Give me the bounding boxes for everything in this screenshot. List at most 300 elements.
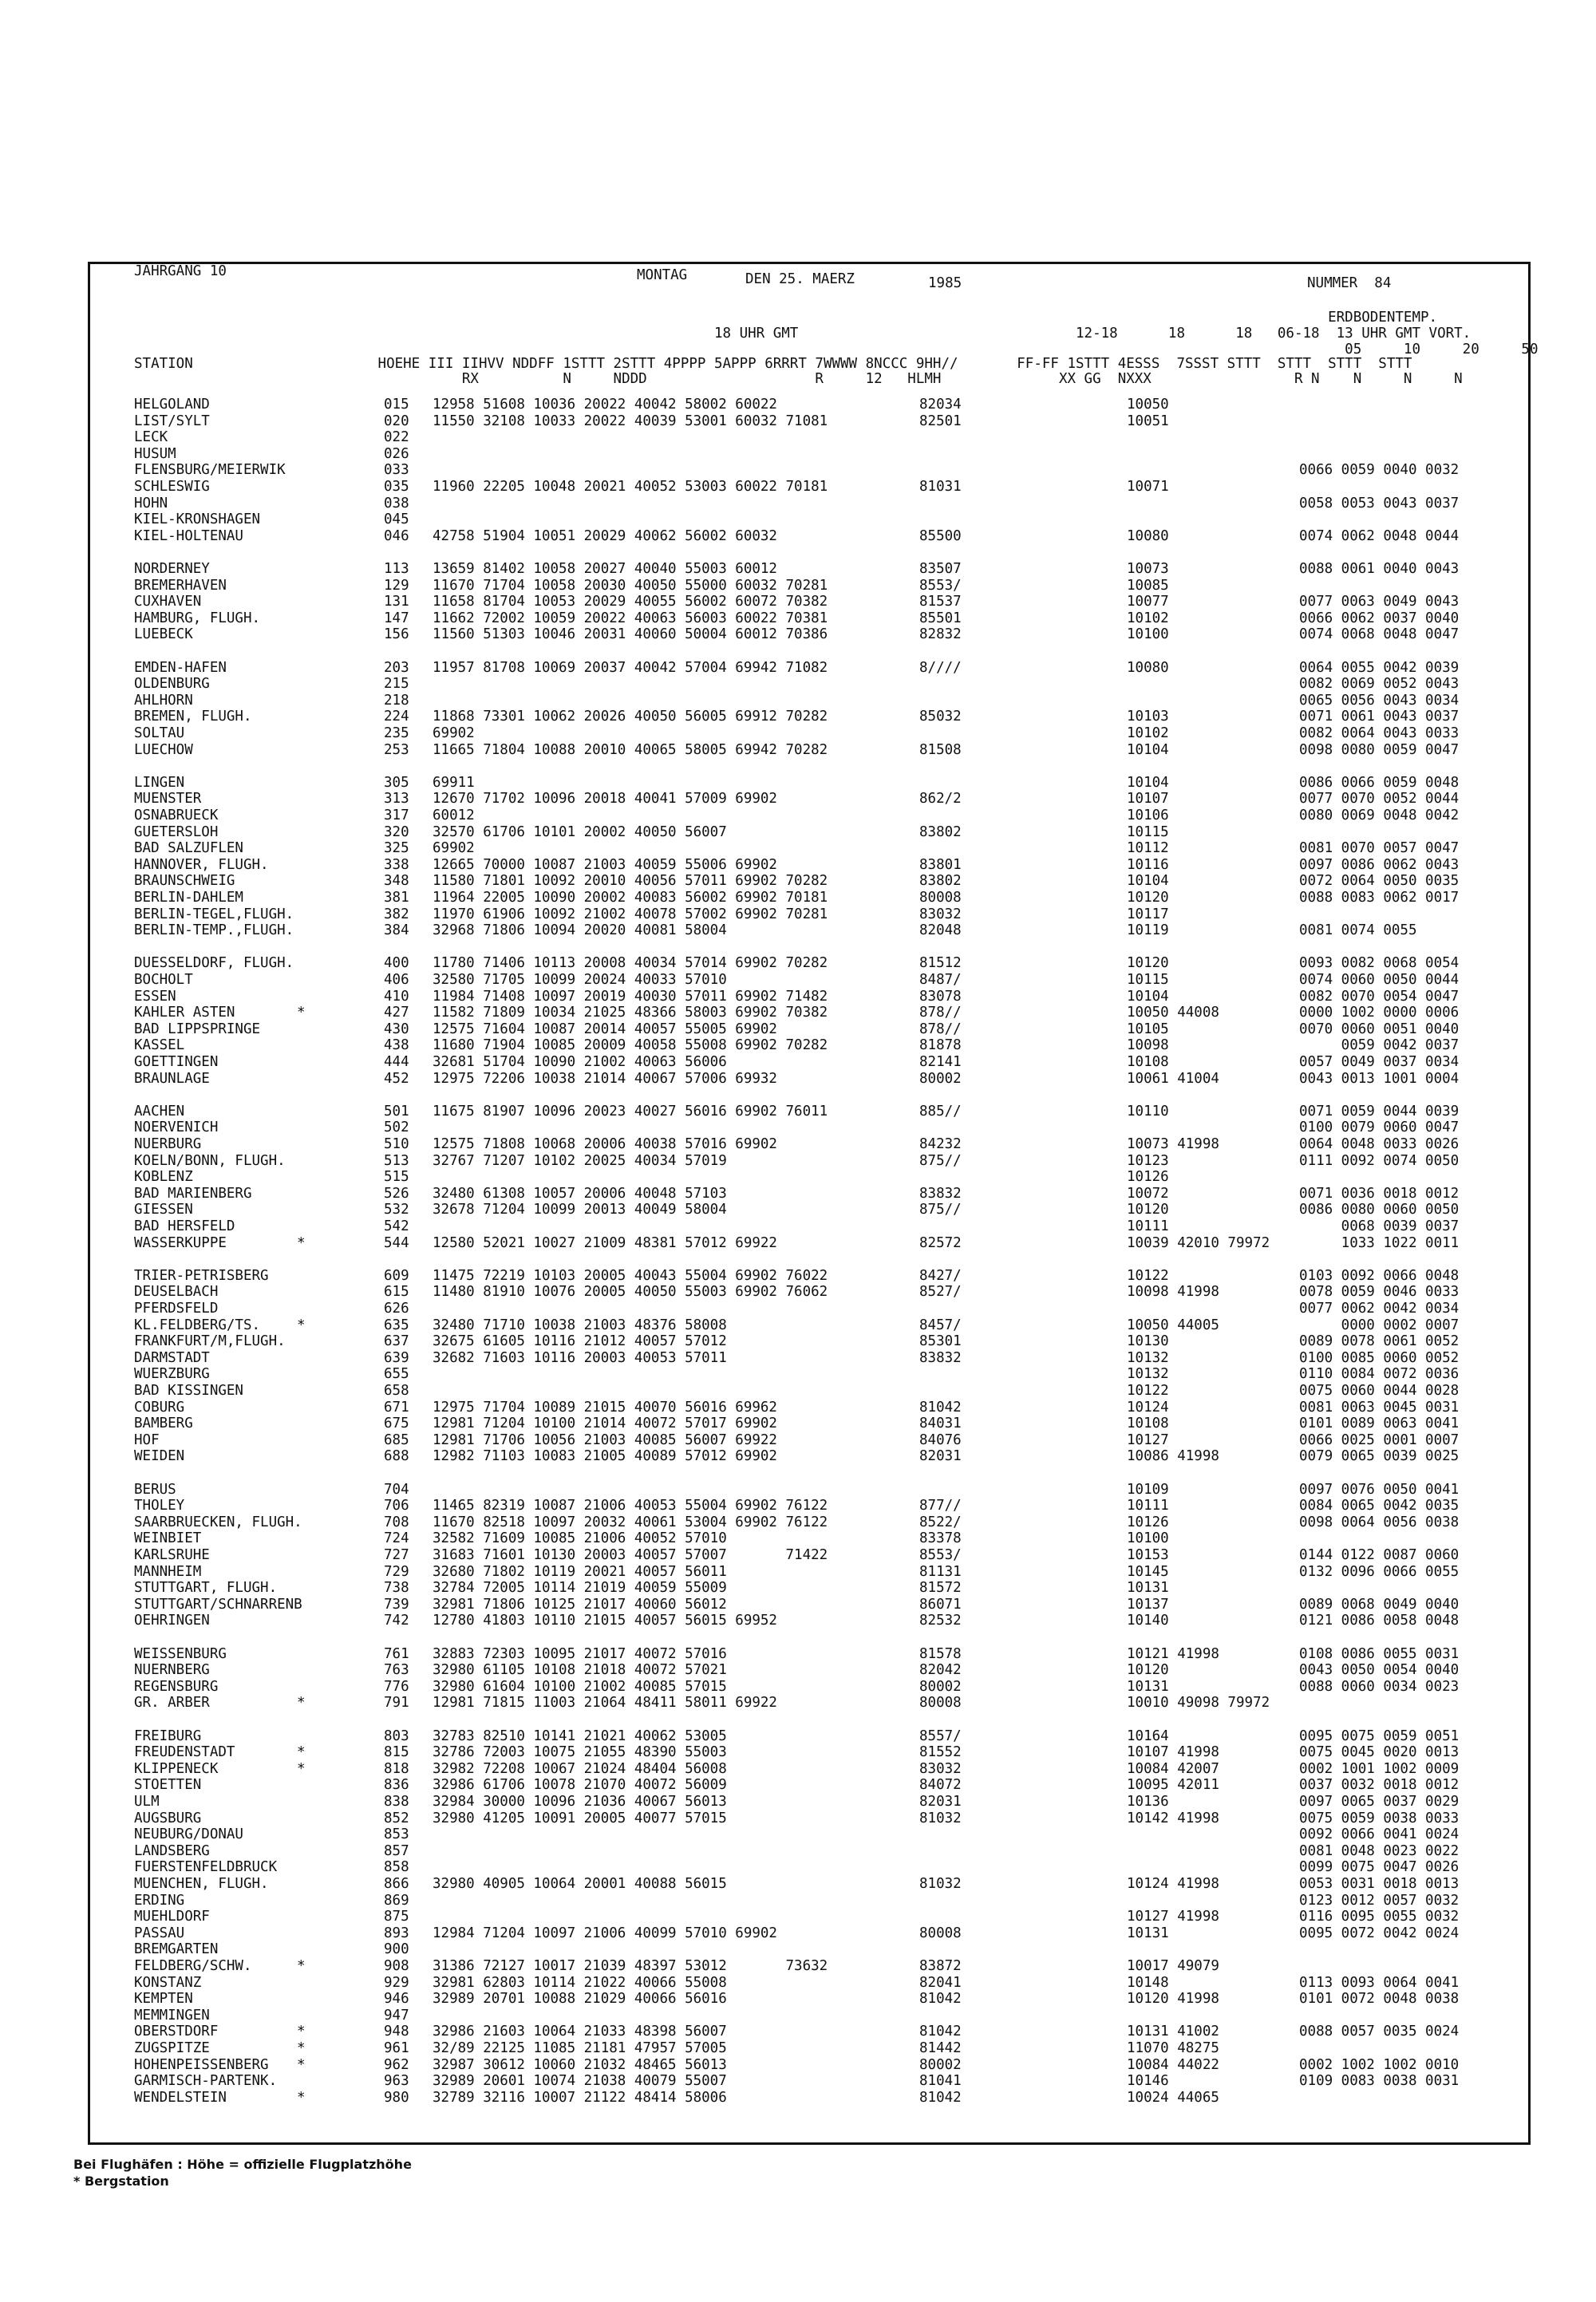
synop-groups: 32786 72003 10075 21055 48390 55003 <box>433 1744 727 1761</box>
station-id: 818 <box>384 1760 409 1777</box>
station-id: 325 <box>384 840 409 857</box>
cloud-group: 81042 <box>919 2089 962 2106</box>
station-id: 704 <box>384 1481 409 1498</box>
cloud-group: 81032 <box>919 1876 962 1892</box>
station-name: KLIPPENECK <box>134 1760 219 1777</box>
station-id: 947 <box>384 2007 409 2024</box>
synop-groups: 32680 71802 10119 20021 40057 56011 <box>433 1563 727 1580</box>
mountain-marker: * <box>297 1958 306 1974</box>
station-name: LUEBECK <box>134 626 193 643</box>
station-name: GARMISCH-PARTENK. <box>134 2073 278 2090</box>
synop-groups: 32580 71705 10099 20024 40033 57010 <box>433 972 727 988</box>
station-name: DUESSELDORF, FLUGH. <box>134 955 294 972</box>
synop-groups: 11964 22005 10090 20002 40083 56002 69902 70181 <box>433 890 828 906</box>
station-name: NORDERNEY <box>134 561 210 577</box>
station-name: GUETERSLOH <box>134 823 219 840</box>
station-name: STUTTGART, FLUGH. <box>134 1580 278 1597</box>
cloud-group: 80008 <box>919 890 962 906</box>
extra-groups: 10106 <box>1127 807 1169 823</box>
station-name: HUSUM <box>134 445 176 462</box>
extra-groups: 10131 <box>1127 1925 1169 1941</box>
soil-temps: 0066 0025 0001 0007 <box>1299 1431 1460 1448</box>
extra-groups: 10131 <box>1127 1678 1169 1695</box>
station-id: 203 <box>384 659 409 676</box>
cloud-group: 80008 <box>919 1925 962 1941</box>
station-id: 444 <box>384 1054 409 1070</box>
station-name: STUTTGART/SCHNARRENB <box>134 1596 302 1613</box>
synop-groups: 32678 71204 10099 20013 40049 58004 <box>433 1202 727 1218</box>
soil-temps: 0072 0064 0050 0035 <box>1299 873 1460 890</box>
soil-temps: 0088 0057 0035 0024 <box>1299 2024 1460 2040</box>
synop-groups: 12575 71604 10087 20014 40057 55005 69902 <box>433 1021 777 1037</box>
station-id: 980 <box>384 2089 409 2106</box>
soil-temps: 0088 0061 0040 0043 <box>1299 561 1460 577</box>
extra-groups: 10132 <box>1127 1349 1169 1366</box>
soil-temps: 0058 0053 0043 0037 <box>1299 495 1460 511</box>
station-id: 156 <box>384 626 409 643</box>
cloud-group: 83078 <box>919 988 962 1005</box>
station-id: 685 <box>384 1431 409 1448</box>
station-id: 791 <box>384 1695 409 1712</box>
station-name: KOBLENZ <box>134 1169 193 1186</box>
synop-groups: 32980 41205 10091 20005 40077 57015 <box>433 1810 727 1826</box>
cloud-group: 83378 <box>919 1530 962 1547</box>
extra-groups: 10117 <box>1127 906 1169 922</box>
soil-temps: 0095 0075 0059 0051 <box>1299 1727 1460 1744</box>
station-id: 131 <box>384 594 409 610</box>
cloud-group: 8487/ <box>919 972 962 988</box>
station-id: 866 <box>384 1876 409 1892</box>
synop-groups: 12981 71204 10100 21014 40072 57017 69902 <box>433 1416 777 1432</box>
station-name: MEMMINGEN <box>134 2007 210 2024</box>
extra-groups: 10095 42011 <box>1127 1777 1219 1794</box>
synop-groups: 11675 81907 10096 20023 40027 56016 69902 76011 <box>433 1103 828 1119</box>
station-id: 900 <box>384 1941 409 1958</box>
soil-temps: 0077 0070 0052 0044 <box>1299 791 1460 807</box>
station-id: 224 <box>384 709 409 725</box>
soil-temps: 0059 0042 0037 <box>1299 1037 1460 1054</box>
synop-groups: 11665 71804 10088 20010 40065 58005 69942 70282 <box>433 741 828 758</box>
cloud-group: 8522/ <box>919 1514 962 1530</box>
soil-temps: 0075 0059 0038 0033 <box>1299 1810 1460 1826</box>
soil-temps: 0075 0045 0020 0013 <box>1299 1744 1460 1761</box>
synop-groups: 11580 71801 10092 20010 40056 57011 69902 70282 <box>433 873 828 890</box>
synop-groups: 11662 72002 10059 20022 40063 56003 60022 70381 <box>433 610 828 626</box>
soil-temps: 0089 0078 0061 0052 <box>1299 1333 1460 1350</box>
extra-groups: 11070 48275 <box>1127 2040 1219 2056</box>
extra-groups: 10010 49098 79972 <box>1127 1695 1270 1712</box>
extra-groups: 10146 <box>1127 2073 1169 2090</box>
cloud-group: 878// <box>919 1021 962 1037</box>
station-name: AHLHORN <box>134 692 193 709</box>
station-name: GOETTINGEN <box>134 1054 219 1070</box>
station-name: BAD KISSINGEN <box>134 1383 243 1399</box>
soil-temps: 0098 0080 0059 0047 <box>1299 741 1460 758</box>
station-id: 430 <box>384 1021 409 1037</box>
mountain-marker: * <box>297 2056 306 2073</box>
soil-temps: 0132 0096 0066 0055 <box>1299 1563 1460 1580</box>
soil-temps: 0074 0060 0050 0044 <box>1299 972 1460 988</box>
station-name: MANNHEIM <box>134 1563 202 1580</box>
synop-groups: 32480 61308 10057 20006 40048 57103 <box>433 1185 727 1202</box>
synop-groups: 11957 81708 10069 20037 40042 57004 69942 71082 <box>433 659 828 676</box>
station-id: 963 <box>384 2073 409 2090</box>
station-id: 655 <box>384 1366 409 1383</box>
soil-temps: 0081 0063 0045 0031 <box>1299 1399 1460 1416</box>
synop-groups: 32968 71806 10094 20020 40081 58004 <box>433 922 727 939</box>
station-name: LANDSBERG <box>134 1842 210 1859</box>
synop-groups: 32989 20701 10088 21029 40066 56016 <box>433 1991 727 2008</box>
synop-groups: 11680 71904 10085 20009 40058 55008 69902 70282 <box>433 1037 828 1054</box>
station-name: SCHLESWIG <box>134 479 210 495</box>
extra-groups: 10126 <box>1127 1169 1169 1186</box>
extra-groups: 10073 <box>1127 561 1169 577</box>
soil-temps: 0043 0050 0054 0040 <box>1299 1662 1460 1679</box>
station-id: 113 <box>384 561 409 577</box>
synop-groups: 12670 71702 10096 20018 40041 57009 69902 <box>433 791 777 807</box>
station-name: SOLTAU <box>134 725 185 741</box>
jahrgang-label: JAHRGANG 10 <box>134 263 227 279</box>
station-name: HOHENPEISSENBERG <box>134 2056 269 2073</box>
cloud-group: 875// <box>919 1202 962 1218</box>
station-name: LUECHOW <box>134 741 193 758</box>
station-id: 022 <box>384 429 409 446</box>
extra-groups: 10132 <box>1127 1366 1169 1383</box>
synop-groups: 12958 51608 10036 20022 40042 58002 60022 <box>433 397 777 413</box>
station-id: 815 <box>384 1744 409 1761</box>
extra-groups: 10120 <box>1127 1662 1169 1679</box>
station-id: 400 <box>384 955 409 972</box>
station-id: 129 <box>384 577 409 594</box>
station-id: 015 <box>384 397 409 413</box>
extra-groups: 10130 <box>1127 1333 1169 1350</box>
cloud-group: 82141 <box>919 1054 962 1070</box>
station-id: 438 <box>384 1037 409 1054</box>
station-name: HANNOVER, FLUGH. <box>134 856 269 873</box>
synop-groups: 11465 82319 10087 21006 40053 55004 69902 76122 <box>433 1498 828 1514</box>
cloud-group: 81878 <box>919 1037 962 1054</box>
extra-groups: 10122 <box>1127 1267 1169 1284</box>
cloud-group: 885// <box>919 1103 962 1119</box>
extra-groups: 10111 <box>1127 1218 1169 1234</box>
station-id: 320 <box>384 823 409 840</box>
soil-temps: 0000 1002 0000 0006 <box>1299 1005 1460 1021</box>
station-id: 763 <box>384 1662 409 1679</box>
synop-groups: 12981 71815 11003 21064 48411 58011 69922 <box>433 1695 777 1712</box>
extra-groups: 10098 41998 <box>1127 1284 1219 1301</box>
soil-temps: 0064 0048 0033 0026 <box>1299 1136 1460 1152</box>
extra-groups: 10104 <box>1127 741 1169 758</box>
soil-temps: 0074 0062 0048 0044 <box>1299 527 1460 544</box>
synop-groups: 69902 <box>433 840 475 857</box>
extra-groups: 10120 <box>1127 890 1169 906</box>
station-id: 410 <box>384 988 409 1005</box>
station-name: ERDING <box>134 1892 185 1909</box>
cloud-group: 82042 <box>919 1662 962 1679</box>
station-id: 253 <box>384 741 409 758</box>
cloud-group: 81512 <box>919 955 962 972</box>
station-name: NOERVENICH <box>134 1119 219 1136</box>
soil-temps: 0123 0012 0057 0032 <box>1299 1892 1460 1909</box>
mountain-marker: * <box>297 2040 306 2056</box>
station-id: 609 <box>384 1267 409 1284</box>
station-id: 038 <box>384 495 409 511</box>
cloud-group: 81508 <box>919 741 962 758</box>
soil-temps: 0144 0122 0087 0060 <box>1299 1547 1460 1563</box>
extra-groups: 10100 <box>1127 626 1169 643</box>
station-name: WEIDEN <box>134 1448 185 1465</box>
synop-groups: 31683 71601 10130 20003 40057 57007 71422 <box>433 1547 828 1563</box>
station-name: PFERDSFELD <box>134 1301 219 1317</box>
station-name: COBURG <box>134 1399 185 1416</box>
station-id: 235 <box>384 725 409 741</box>
soil-temps: 0113 0093 0064 0041 <box>1299 1974 1460 1991</box>
soil-temps: 0100 0085 0060 0052 <box>1299 1349 1460 1366</box>
station-id: 706 <box>384 1498 409 1514</box>
extra-groups: 10051 <box>1127 413 1169 429</box>
synop-groups: 12580 52021 10027 21009 48381 57012 69922 <box>433 1234 777 1251</box>
cloud-group: 8557/ <box>919 1727 962 1744</box>
station-name: GIESSEN <box>134 1202 193 1218</box>
synop-groups: 32582 71609 10085 21006 40052 57010 <box>433 1530 727 1547</box>
station-name: BREMERHAVEN <box>134 577 227 594</box>
station-name: WENDELSTEIN <box>134 2089 227 2106</box>
extra-groups: 10116 <box>1127 856 1169 873</box>
extra-groups: 10108 <box>1127 1054 1169 1070</box>
soil-temps: 0097 0086 0062 0043 <box>1299 856 1460 873</box>
cloud-group: 81131 <box>919 1563 962 1580</box>
cloud-group: 84072 <box>919 1777 962 1794</box>
cloud-group: 878// <box>919 1005 962 1021</box>
date-label: DEN 25. MAERZ <box>745 271 855 287</box>
cloud-group: 84232 <box>919 1136 962 1152</box>
cloud-group: 81041 <box>919 2073 962 2090</box>
soil-temps: 0081 0048 0023 0022 <box>1299 1842 1460 1859</box>
cloud-group: 81031 <box>919 479 962 495</box>
station-id: 675 <box>384 1416 409 1432</box>
soil-temps: 0077 0063 0049 0043 <box>1299 594 1460 610</box>
cloud-group: 81442 <box>919 2040 962 2056</box>
cloud-group: 81042 <box>919 2024 962 2040</box>
station-id: 026 <box>384 445 409 462</box>
extra-groups: 10104 <box>1127 988 1169 1005</box>
station-name: KEMPTEN <box>134 1991 193 2008</box>
cloud-group: 86071 <box>919 1596 962 1613</box>
cloud-group: 85500 <box>919 527 962 544</box>
station-id: 452 <box>384 1070 409 1087</box>
synop-groups: 32981 62803 10114 21022 40066 55008 <box>433 1974 727 1991</box>
extra-groups: 10111 <box>1127 1498 1169 1514</box>
cloud-group: 85301 <box>919 1333 962 1350</box>
station-name: THOLEY <box>134 1498 185 1514</box>
cloud-group: 8//// <box>919 659 962 676</box>
synop-groups: 32883 72303 10095 21017 40072 57016 <box>433 1645 727 1662</box>
station-name: WEISSENBURG <box>134 1645 227 1662</box>
station-name: KARLSRUHE <box>134 1547 210 1563</box>
synop-groups: 12984 71204 10097 21006 40099 57010 69902 <box>433 1925 777 1941</box>
extra-groups: 10127 <box>1127 1431 1169 1448</box>
station-name: BERLIN-TEMP.,FLUGH. <box>134 922 294 939</box>
station-id: 033 <box>384 462 409 479</box>
station-id: 858 <box>384 1859 409 1876</box>
synop-groups: 11582 71809 10034 21025 48366 58003 69902 70382 <box>433 1005 828 1021</box>
soil-temps: 0078 0059 0046 0033 <box>1299 1284 1460 1301</box>
station-name: BREMGARTEN <box>134 1941 219 1958</box>
cloud-group: 82041 <box>919 1974 962 1991</box>
extra-groups: 10073 41998 <box>1127 1136 1219 1152</box>
extra-groups: 10050 44008 <box>1127 1005 1219 1021</box>
extra-groups: 10122 <box>1127 1383 1169 1399</box>
extra-groups: 10077 <box>1127 594 1169 610</box>
soil-temps: 0068 0039 0037 <box>1299 1218 1460 1234</box>
mountain-marker: * <box>297 1317 306 1333</box>
cloud-group: 82031 <box>919 1794 962 1810</box>
cloud-group: 83032 <box>919 906 962 922</box>
synop-groups: 31386 72127 10017 21039 48397 53012 73632 <box>433 1958 828 1974</box>
station-name: WEINBIET <box>134 1530 202 1547</box>
column-header-line3: STATION HOEHE III IIHVV NDDFF 1STTT 2STTT 4PPPP 5APPP 6RRRT 7WWWW 8NCCC 9HH// FF-FF 1STTT 4ESSS 7SSST STTT STTT STTT STTT <box>134 356 1412 372</box>
station-name: KIEL-HOLTENAU <box>134 527 243 544</box>
cloud-group: 80002 <box>919 1070 962 1087</box>
synop-groups: 69911 <box>433 774 475 791</box>
mountain-marker: * <box>297 1695 306 1712</box>
station-id: 544 <box>384 1234 409 1251</box>
station-name: TRIER-PETRISBERG <box>134 1267 269 1284</box>
extra-groups: 10061 41004 <box>1127 1070 1219 1087</box>
soil-temps: 0116 0095 0055 0032 <box>1299 1909 1460 1925</box>
station-name: AUGSBURG <box>134 1810 202 1826</box>
station-id: 948 <box>384 2024 409 2040</box>
soil-temps: 0088 0083 0062 0017 <box>1299 890 1460 906</box>
mountain-marker: * <box>297 1005 306 1021</box>
extra-groups: 10107 <box>1127 791 1169 807</box>
station-id: 305 <box>384 774 409 791</box>
soil-temps: 0101 0072 0048 0038 <box>1299 1991 1460 2008</box>
mountain-marker: * <box>297 1234 306 1251</box>
station-id: 406 <box>384 972 409 988</box>
soil-temps: 0082 0070 0054 0047 <box>1299 988 1460 1005</box>
extra-groups: 10119 <box>1127 922 1169 939</box>
soil-temps: 0075 0060 0044 0028 <box>1299 1383 1460 1399</box>
extra-groups: 10110 <box>1127 1103 1169 1119</box>
station-id: 962 <box>384 2056 409 2073</box>
extra-groups: 10072 <box>1127 1185 1169 1202</box>
station-name: BAD HERSFELD <box>134 1218 235 1234</box>
synop-groups: 32570 61706 10101 20002 40050 56007 <box>433 823 727 840</box>
cloud-group: 85501 <box>919 610 962 626</box>
synop-groups: 32987 30612 10060 21032 48465 56013 <box>433 2056 727 2073</box>
cloud-group: 81578 <box>919 1645 962 1662</box>
station-name: EMDEN-HAFEN <box>134 659 227 676</box>
station-name: WASSERKUPPE <box>134 1234 227 1251</box>
synop-groups: 11560 51303 10046 20031 40060 50004 60012 70386 <box>433 626 828 643</box>
soil-temps: 0088 0060 0034 0023 <box>1299 1678 1460 1695</box>
extra-groups: 10080 <box>1127 659 1169 676</box>
footnote-airport: Bei Flughäfen : Höhe = offizielle Flugplatzhöhe <box>73 2157 412 2172</box>
extra-groups: 10123 <box>1127 1152 1169 1169</box>
synop-groups: 11475 72219 10103 20005 40043 55004 69902 76022 <box>433 1267 828 1284</box>
extra-groups: 10017 49079 <box>1127 1958 1219 1974</box>
station-name: DEUSELBACH <box>134 1284 219 1301</box>
station-name: ZUGSPITZE <box>134 2040 210 2056</box>
mountain-marker: * <box>297 1744 306 1761</box>
synop-groups: 32989 20601 10074 21038 40079 55007 <box>433 2073 727 2090</box>
extra-groups: 10121 41998 <box>1127 1645 1219 1662</box>
extra-groups: 10115 <box>1127 823 1169 840</box>
extra-groups: 10126 <box>1127 1514 1169 1530</box>
station-name: HELGOLAND <box>134 397 210 413</box>
extra-groups: 10024 44065 <box>1127 2089 1219 2106</box>
station-id: 761 <box>384 1645 409 1662</box>
synop-groups: 11658 81704 10053 20029 40055 56002 60072 70382 <box>433 594 828 610</box>
soil-temps: 0100 0079 0060 0047 <box>1299 1119 1460 1136</box>
synop-groups: 60012 <box>433 807 475 823</box>
soil-temps: 0065 0056 0043 0034 <box>1299 692 1460 709</box>
cloud-group: 82832 <box>919 626 962 643</box>
soil-temps: 0095 0072 0042 0024 <box>1299 1925 1460 1941</box>
extra-groups: 10127 41998 <box>1127 1909 1219 1925</box>
cloud-group: 84031 <box>919 1416 962 1432</box>
station-id: 020 <box>384 413 409 429</box>
extra-groups: 10131 41002 <box>1127 2024 1219 2040</box>
soil-temps: 0002 1002 1002 0010 <box>1299 2056 1460 2073</box>
extra-groups: 10124 41998 <box>1127 1876 1219 1892</box>
station-id: 946 <box>384 1991 409 2008</box>
soil-temps: 0000 0002 0007 <box>1299 1317 1460 1333</box>
cloud-group: 8427/ <box>919 1267 962 1284</box>
soil-temps: 0109 0083 0038 0031 <box>1299 2073 1460 2090</box>
station-name: BAMBERG <box>134 1416 193 1432</box>
station-name: HOF <box>134 1431 160 1448</box>
cloud-group: 83832 <box>919 1185 962 1202</box>
soil-temps: 0074 0068 0048 0047 <box>1299 626 1460 643</box>
extra-groups: 10084 44022 <box>1127 2056 1219 2073</box>
station-name: BAD LIPPSPRINGE <box>134 1021 261 1037</box>
synop-groups: 32783 82510 10141 21021 40062 53005 <box>433 1727 727 1744</box>
soil-temps: 0037 0032 0018 0012 <box>1299 1777 1460 1794</box>
station-name: PASSAU <box>134 1925 185 1941</box>
station-name: KASSEL <box>134 1037 185 1054</box>
issue-number: NUMMER 84 <box>1307 275 1392 291</box>
station-name: FUERSTENFELDBRUCK <box>134 1859 278 1876</box>
station-name: REGENSBURG <box>134 1678 219 1695</box>
station-id: 317 <box>384 807 409 823</box>
synop-groups: 11480 81910 10076 20005 40050 55003 69902 76062 <box>433 1284 828 1301</box>
station-id: 836 <box>384 1777 409 1794</box>
soil-temps: 0086 0080 0060 0050 <box>1299 1202 1460 1218</box>
soil-temps: 0086 0066 0059 0048 <box>1299 774 1460 791</box>
synop-groups: 32681 51704 10090 21002 40063 56006 <box>433 1054 727 1070</box>
column-header-line4: RX N NDDD R 12 HLMH XX GG NXXX R N N N N <box>134 371 1463 387</box>
station-id: 857 <box>384 1842 409 1859</box>
station-id: 727 <box>384 1547 409 1563</box>
extra-groups: 10084 42007 <box>1127 1760 1219 1777</box>
station-id: 338 <box>384 856 409 873</box>
synop-groups: 32682 71603 10116 20003 40053 57011 <box>433 1349 727 1366</box>
station-id: 348 <box>384 873 409 890</box>
station-name: WUERZBURG <box>134 1366 210 1383</box>
extra-groups: 10115 <box>1127 972 1169 988</box>
extra-groups: 10071 <box>1127 479 1169 495</box>
synop-groups: 32984 30000 10096 21036 40067 56013 <box>433 1794 727 1810</box>
extra-groups: 10124 <box>1127 1399 1169 1416</box>
synop-groups: 11780 71406 10113 20008 40034 57014 69902 70282 <box>433 955 828 972</box>
soil-temps: 0097 0065 0037 0029 <box>1299 1794 1460 1810</box>
soil-temps: 0066 0059 0040 0032 <box>1299 462 1460 479</box>
station-id: 147 <box>384 610 409 626</box>
station-id: 742 <box>384 1613 409 1629</box>
extra-groups: 10098 <box>1127 1037 1169 1054</box>
